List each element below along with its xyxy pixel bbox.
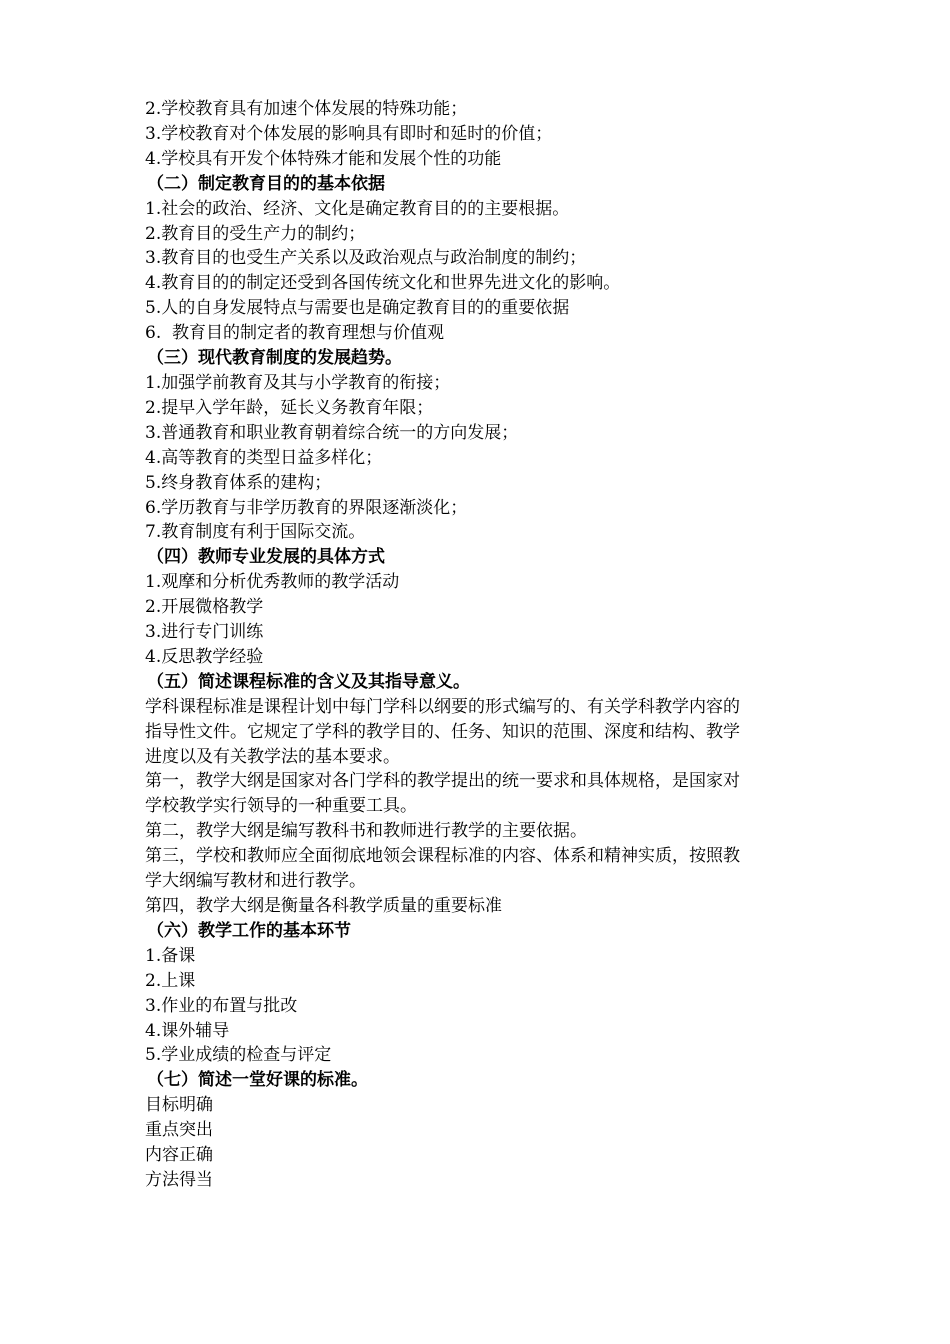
section-heading: （六）教学工作的基本环节	[147, 920, 351, 941]
list-item: 4.课外辅导	[145, 1020, 230, 1041]
paragraph-line: 第三，学校和教师应全面彻底地领会课程标准的内容、体系和精神实质，按照教	[145, 846, 740, 867]
paragraph-line: 学科课程标准是课程计划中每门学科以纲要的形式编写的、有关学科教学内容的	[145, 696, 740, 717]
paragraph-line: 指导性文件。它规定了学科的教学目的、任务、知识的范围、深度和结构、教学	[145, 721, 740, 742]
list-item: 6.学历教育与非学历教育的界限逐渐淡化；	[145, 497, 468, 518]
list-item: 2.学校教育具有加速个体发展的特殊功能；	[145, 99, 468, 119]
document-body	[145, 97, 825, 1193]
list-item: 内容正确	[145, 1145, 213, 1166]
list-item: 3.进行专门训练	[145, 622, 264, 643]
list-item: 4.反思教学经验	[145, 646, 264, 667]
list-item: 1.备课	[145, 945, 196, 966]
section-heading: （七）简述一堂好课的标准。	[147, 1070, 368, 1091]
list-item: 1.加强学前教育及其与小学教育的衔接；	[145, 372, 451, 393]
list-item: 2.提早入学年龄，延长义务教育年限；	[145, 397, 434, 418]
list-item: 3.教育目的也受生产关系以及政治观点与政治制度的制约；	[145, 248, 587, 269]
paragraph-line: 进度以及有关教学法的基本要求。	[145, 746, 400, 767]
list-item: 6. 教育目的制定者的教育理想与价值观	[145, 323, 445, 344]
list-item: 5.人的自身发展特点与需要也是确定教育目的的重要依据	[145, 298, 570, 319]
list-item: 2.上课	[145, 970, 196, 991]
paragraph-line: 第二，教学大纲是编写教科书和教师进行教学的主要依据。	[145, 821, 587, 842]
section-heading: （四）教师专业发展的具体方式	[147, 547, 385, 568]
list-item: 2.教育目的受生产力的制约；	[145, 223, 366, 244]
list-item: 目标明确	[145, 1095, 213, 1116]
section-heading: （三）现代教育制度的发展趋势。	[147, 348, 402, 369]
paragraph-line: 学校教学实行领导的一种重要工具。	[145, 796, 417, 817]
paragraph-line: 第四，教学大纲是衡量各科教学质量的重要标准	[145, 896, 502, 916]
paragraph-line: 第一，教学大纲是国家对各门学科的教学提出的统一要求和具体规格，是国家对	[145, 771, 740, 792]
list-item: 2.开展微格教学	[145, 597, 264, 618]
list-item: 4.学校具有开发个体特殊才能和发展个性的功能	[145, 148, 502, 169]
list-item: 3.作业的布置与批改	[145, 995, 298, 1016]
paragraph-line: 学大纲编写教材和进行教学。	[145, 871, 366, 892]
list-item: 3.学校教育对个体发展的影响具有即时和延时的价值；	[145, 123, 553, 144]
section-heading: （二）制定教育目的的基本依据	[147, 173, 385, 194]
list-item: 1.观摩和分析优秀教师的教学活动	[145, 572, 400, 593]
list-item: 方法得当	[145, 1169, 213, 1190]
list-item: 1.社会的政治、经济、文化是确定教育目的的主要根据。	[145, 198, 570, 219]
list-item: 7.教育制度有利于国际交流。	[145, 522, 366, 543]
list-item: 4.高等教育的类型日益多样化；	[145, 447, 383, 468]
section-heading: （五）简述课程标准的含义及其指导意义。	[147, 671, 470, 692]
list-item: 3.普通教育和职业教育朝着综合统一的方向发展；	[145, 422, 519, 443]
list-item: 重点突出	[145, 1120, 213, 1141]
list-item: 5.终身教育体系的建构；	[145, 472, 332, 493]
list-item: 4.教育目的的制定还受到各国传统文化和世界先进文化的影响。	[145, 273, 621, 294]
list-item: 5.学业成绩的检查与评定	[145, 1045, 332, 1066]
